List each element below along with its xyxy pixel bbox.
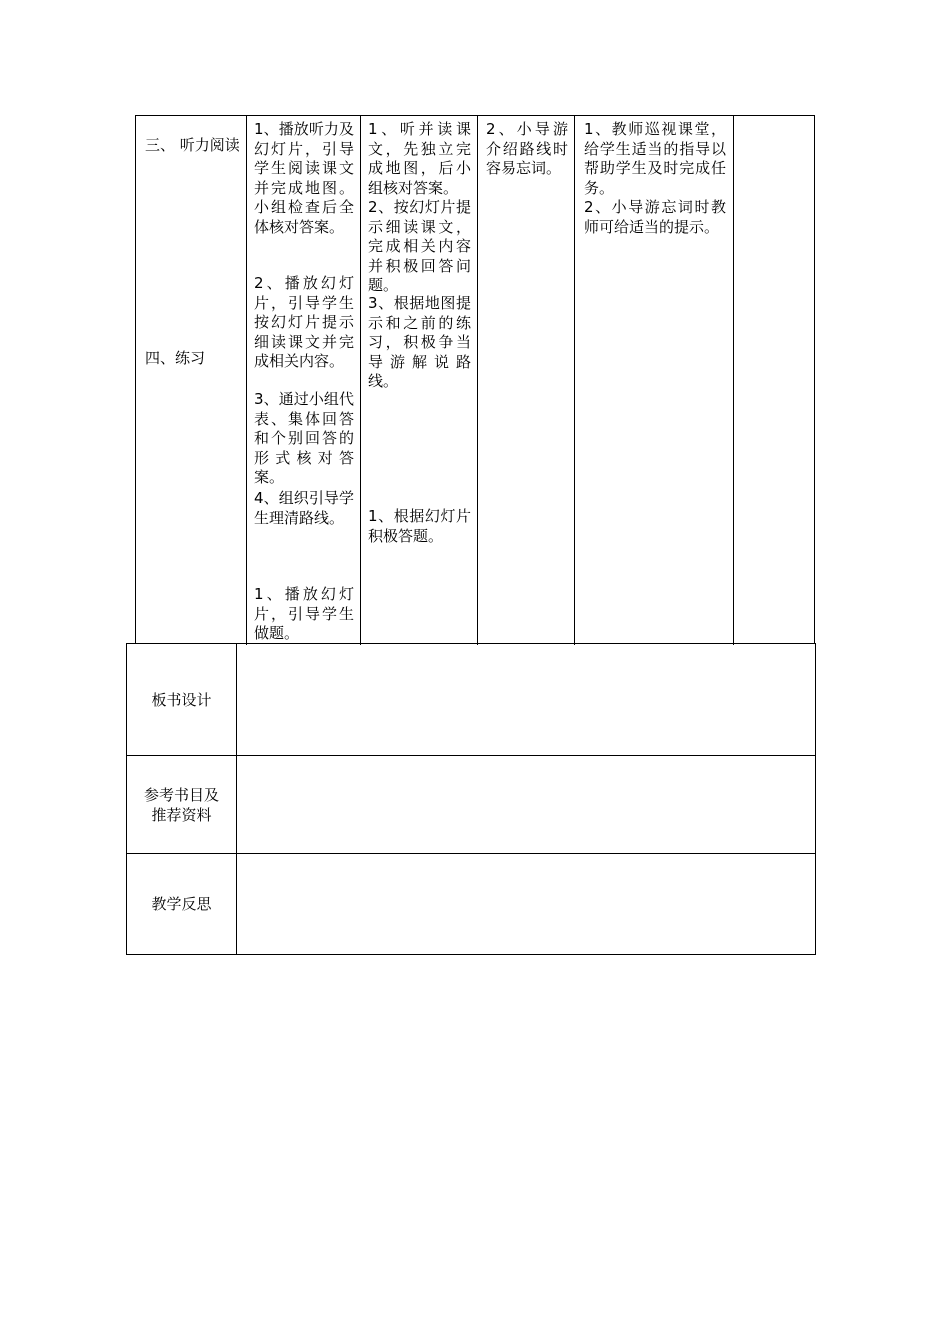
process-table	[135, 115, 815, 644]
teacher-activity-3: 3、通过小组代表、集体回答和个别回答的形式核对答案。	[254, 390, 354, 487]
references-row	[127, 755, 815, 853]
board-design-row	[127, 644, 815, 755]
reflection-row	[127, 853, 815, 954]
reflection-label: 教学反思	[127, 854, 237, 954]
teaching-note-1: 1、教师巡视课堂，给学生适当的指导以帮助学生及时完成任务。	[584, 120, 726, 197]
teacher-activity-4: 4、组织引导学生理清路线。	[254, 489, 354, 527]
teacher-activity-5: 1、播放幻灯片，引导学生做题。	[254, 585, 354, 643]
student-activity-1: 1、听并读课文，先独立完成地图，后小组核对答案。	[368, 120, 471, 197]
column-divider	[574, 116, 575, 645]
references-label	[127, 756, 237, 853]
summary-table	[126, 643, 816, 955]
teacher-activity-1: 1、播放听力及幻灯片，引导学生阅读课文并完成地图。小组检查后全体核对答案。	[254, 120, 354, 236]
student-activity-3: 3、根据地图提示和之前的练习，积极争当导游解说路线。	[368, 294, 471, 391]
board-design-label: 板书设计	[127, 644, 237, 755]
teacher-activity-2: 2、播放幻灯片，引导学生按幻灯片提示细读课文并完成相关内容。	[254, 274, 354, 371]
student-activity-column	[368, 116, 471, 645]
stage-listening-reading: 三、 听力阅读	[145, 136, 240, 154]
design-intent-column	[486, 116, 568, 645]
teacher-activity-column	[254, 116, 354, 645]
column-divider	[477, 116, 478, 645]
column-divider	[360, 116, 361, 645]
teaching-notes-column	[584, 116, 726, 645]
teaching-note-2: 2、小导游忘词时教师可给适当的提示。	[584, 198, 726, 236]
column-divider	[246, 116, 247, 645]
design-intent-1: 2、小导游介绍路线时容易忘词。	[486, 120, 568, 178]
column-divider	[733, 116, 734, 645]
student-activity-2: 2、按幻灯片提示细读课文，完成相关内容并积极回答问题。	[368, 198, 471, 295]
references-label-text: 参考书目及推荐资料	[143, 785, 219, 824]
student-activity-4: 1、根据幻灯片积极答题。	[368, 507, 471, 545]
stage-practice: 四、练习	[145, 349, 206, 367]
